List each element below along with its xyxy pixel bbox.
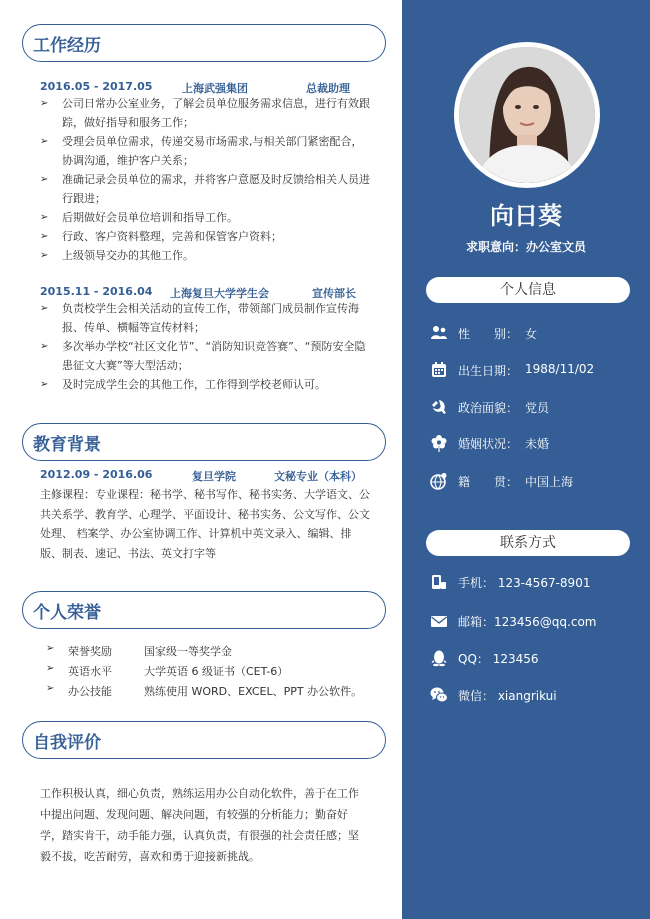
info-value: 中国上海 xyxy=(525,475,574,489)
honor-label: 荣誉奖励 xyxy=(68,645,112,658)
self-eval-text: 工作积极认真，细心负责，熟练运用办公自动化软件，善于在工作中提出问题、发现问题、解决问题，有较强的分析能力；勤奋好学，踏实肯干，动手能力强，认真负责，有很强的社会责任感；坚毅不拔，吃苦耐劳，喜欢和勇于迎接新挑战。 xyxy=(40,787,359,863)
arrow-bullet-icon: ➢ xyxy=(46,643,55,654)
personal-info-header: 个人信息 xyxy=(426,277,630,303)
arrow-bullet-icon: ➢ xyxy=(40,174,49,185)
contact-text: QQ： 123456 xyxy=(458,652,539,666)
job-period: 2016.05 - 2017.05 xyxy=(40,80,153,93)
list-item: ➢ 准确记录会员单位的需求，并将客户意愿及时反馈给相关人员进行跟进； xyxy=(40,170,370,208)
contact-email xyxy=(430,612,640,634)
arrow-bullet-icon: ➢ xyxy=(40,136,49,147)
contact-wechat xyxy=(430,686,640,708)
arrow-bullet-icon: ➢ xyxy=(40,341,49,352)
info-birthdate xyxy=(430,361,640,383)
honor-label: 英语水平 xyxy=(68,665,112,678)
sidebar-panel xyxy=(402,0,650,919)
arrow-bullet-icon: ➢ xyxy=(40,212,49,223)
work-section-title: 工作经历 xyxy=(33,36,101,56)
party-emblem-icon xyxy=(430,398,448,416)
list-item: ➢ 行政、客户资料整理，完善和保管客户资料； xyxy=(40,227,370,246)
info-value: 未婚 xyxy=(525,437,550,451)
calendar-icon xyxy=(430,361,448,379)
candidate-name: 向日葵 xyxy=(490,202,562,230)
education-courses: 主修课程：专业课程：秘书学、秘书写作、秘书实务、大学语文、公共关系学、教育学、心理学、平面设计、秘书实务、公文写作、公文处理、 档案学、办公室协调工作、计算机中英文录入、编辑、排版、制表、速记、书法、英文打字等 xyxy=(40,488,370,560)
info-value: 女 xyxy=(525,327,538,341)
work-section-header xyxy=(22,24,386,62)
honor-value: 国家级一等奖学金 xyxy=(144,645,232,658)
info-value: 党员 xyxy=(525,401,550,415)
flower-icon xyxy=(430,434,448,452)
wechat-icon xyxy=(430,686,448,704)
job-duties-list xyxy=(40,299,370,394)
qq-icon xyxy=(430,649,448,667)
info-gender xyxy=(430,324,640,346)
info-label: 婚姻状况： xyxy=(458,437,519,451)
info-hometown xyxy=(430,472,640,494)
arrow-bullet-icon: ➢ xyxy=(40,379,49,390)
education-period: 2012.09 - 2016.06 xyxy=(40,468,153,481)
info-label: 出生日期： xyxy=(458,364,519,378)
contact-text: 微信： xiangrikui xyxy=(458,689,557,703)
self-eval-section-header xyxy=(22,721,386,759)
gender-icon xyxy=(430,324,448,342)
arrow-bullet-icon: ➢ xyxy=(40,250,49,261)
honors-section-title: 个人荣誉 xyxy=(33,603,101,623)
list-item: ➢ 多次举办学校“社区文化节”、“消防知识竞答赛”、“预防安全隐患征文大赛”等大型活动； xyxy=(40,337,370,375)
avatar xyxy=(454,42,600,188)
honor-value: 大学英语 6 级证书（CET-6） xyxy=(144,665,289,678)
arrow-bullet-icon: ➢ xyxy=(40,303,49,314)
job-role: 总裁助理 xyxy=(306,82,350,95)
mail-icon xyxy=(430,612,448,630)
education-school: 复旦学院 xyxy=(192,470,236,483)
list-item: ➢ 及时完成学生会的其他工作，工作得到学校老师认可。 xyxy=(40,375,370,394)
arrow-bullet-icon: ➢ xyxy=(40,98,49,109)
job-period: 2015.11 - 2016.04 xyxy=(40,285,153,298)
job-org: 上海武强集团 xyxy=(182,82,248,95)
info-political xyxy=(430,398,640,420)
contact-text: 邮箱：123456@qq.com xyxy=(458,615,597,629)
arrow-bullet-icon: ➢ xyxy=(46,683,55,694)
education-section-header xyxy=(22,423,386,461)
self-eval-section-title: 自我评价 xyxy=(33,733,101,753)
list-item: ➢ 受理会员单位需求，传递交易市场需求,与相关部门紧密配合，协调沟通，维护客户关系； xyxy=(40,132,370,170)
honor-label: 办公技能 xyxy=(68,685,112,698)
contact-qq xyxy=(430,649,640,671)
education-major: 文秘专业（本科） xyxy=(274,470,362,483)
list-item: ➢ 负责校学生会相关活动的宣传工作，带领部门成员制作宣传海报、传单、横幅等宣传材料； xyxy=(40,299,370,337)
education-section-title: 教育背景 xyxy=(33,435,101,455)
list-item: ➢ 公司日常办公室业务，了解会员单位服务需求信息，进行有效跟踪，做好指导和服务工作； xyxy=(40,94,370,132)
honor-value: 熟练使用 WORD、EXCEL、PPT 办公软件。 xyxy=(144,685,363,698)
portrait-photo xyxy=(459,47,595,183)
info-label: 性 别： xyxy=(458,327,519,341)
job-org: 上海复旦大学学生会 xyxy=(170,287,269,300)
job-role: 宣传部长 xyxy=(312,287,356,300)
arrow-bullet-icon: ➢ xyxy=(40,231,49,242)
contact-text: 手机： 123-4567-8901 xyxy=(458,576,591,590)
contact-phone xyxy=(430,573,640,595)
info-label: 政治面貌： xyxy=(458,401,519,415)
contact-header: 联系方式 xyxy=(426,530,630,556)
job-intent: 求职意向：办公室文员 xyxy=(465,240,586,254)
phone-icon xyxy=(430,573,448,591)
job-duties-list xyxy=(40,94,370,265)
arrow-bullet-icon: ➢ xyxy=(46,663,55,674)
info-label: 籍 贯： xyxy=(458,475,519,489)
info-value: 1988/11/02 xyxy=(525,362,595,376)
info-marital xyxy=(430,434,640,456)
list-item: ➢ 上级领导交办的其他工作。 xyxy=(40,246,370,265)
globe-pin-icon xyxy=(430,472,448,490)
honors-section-header xyxy=(22,591,386,629)
list-item: ➢ 后期做好会员单位培训和指导工作。 xyxy=(40,208,370,227)
